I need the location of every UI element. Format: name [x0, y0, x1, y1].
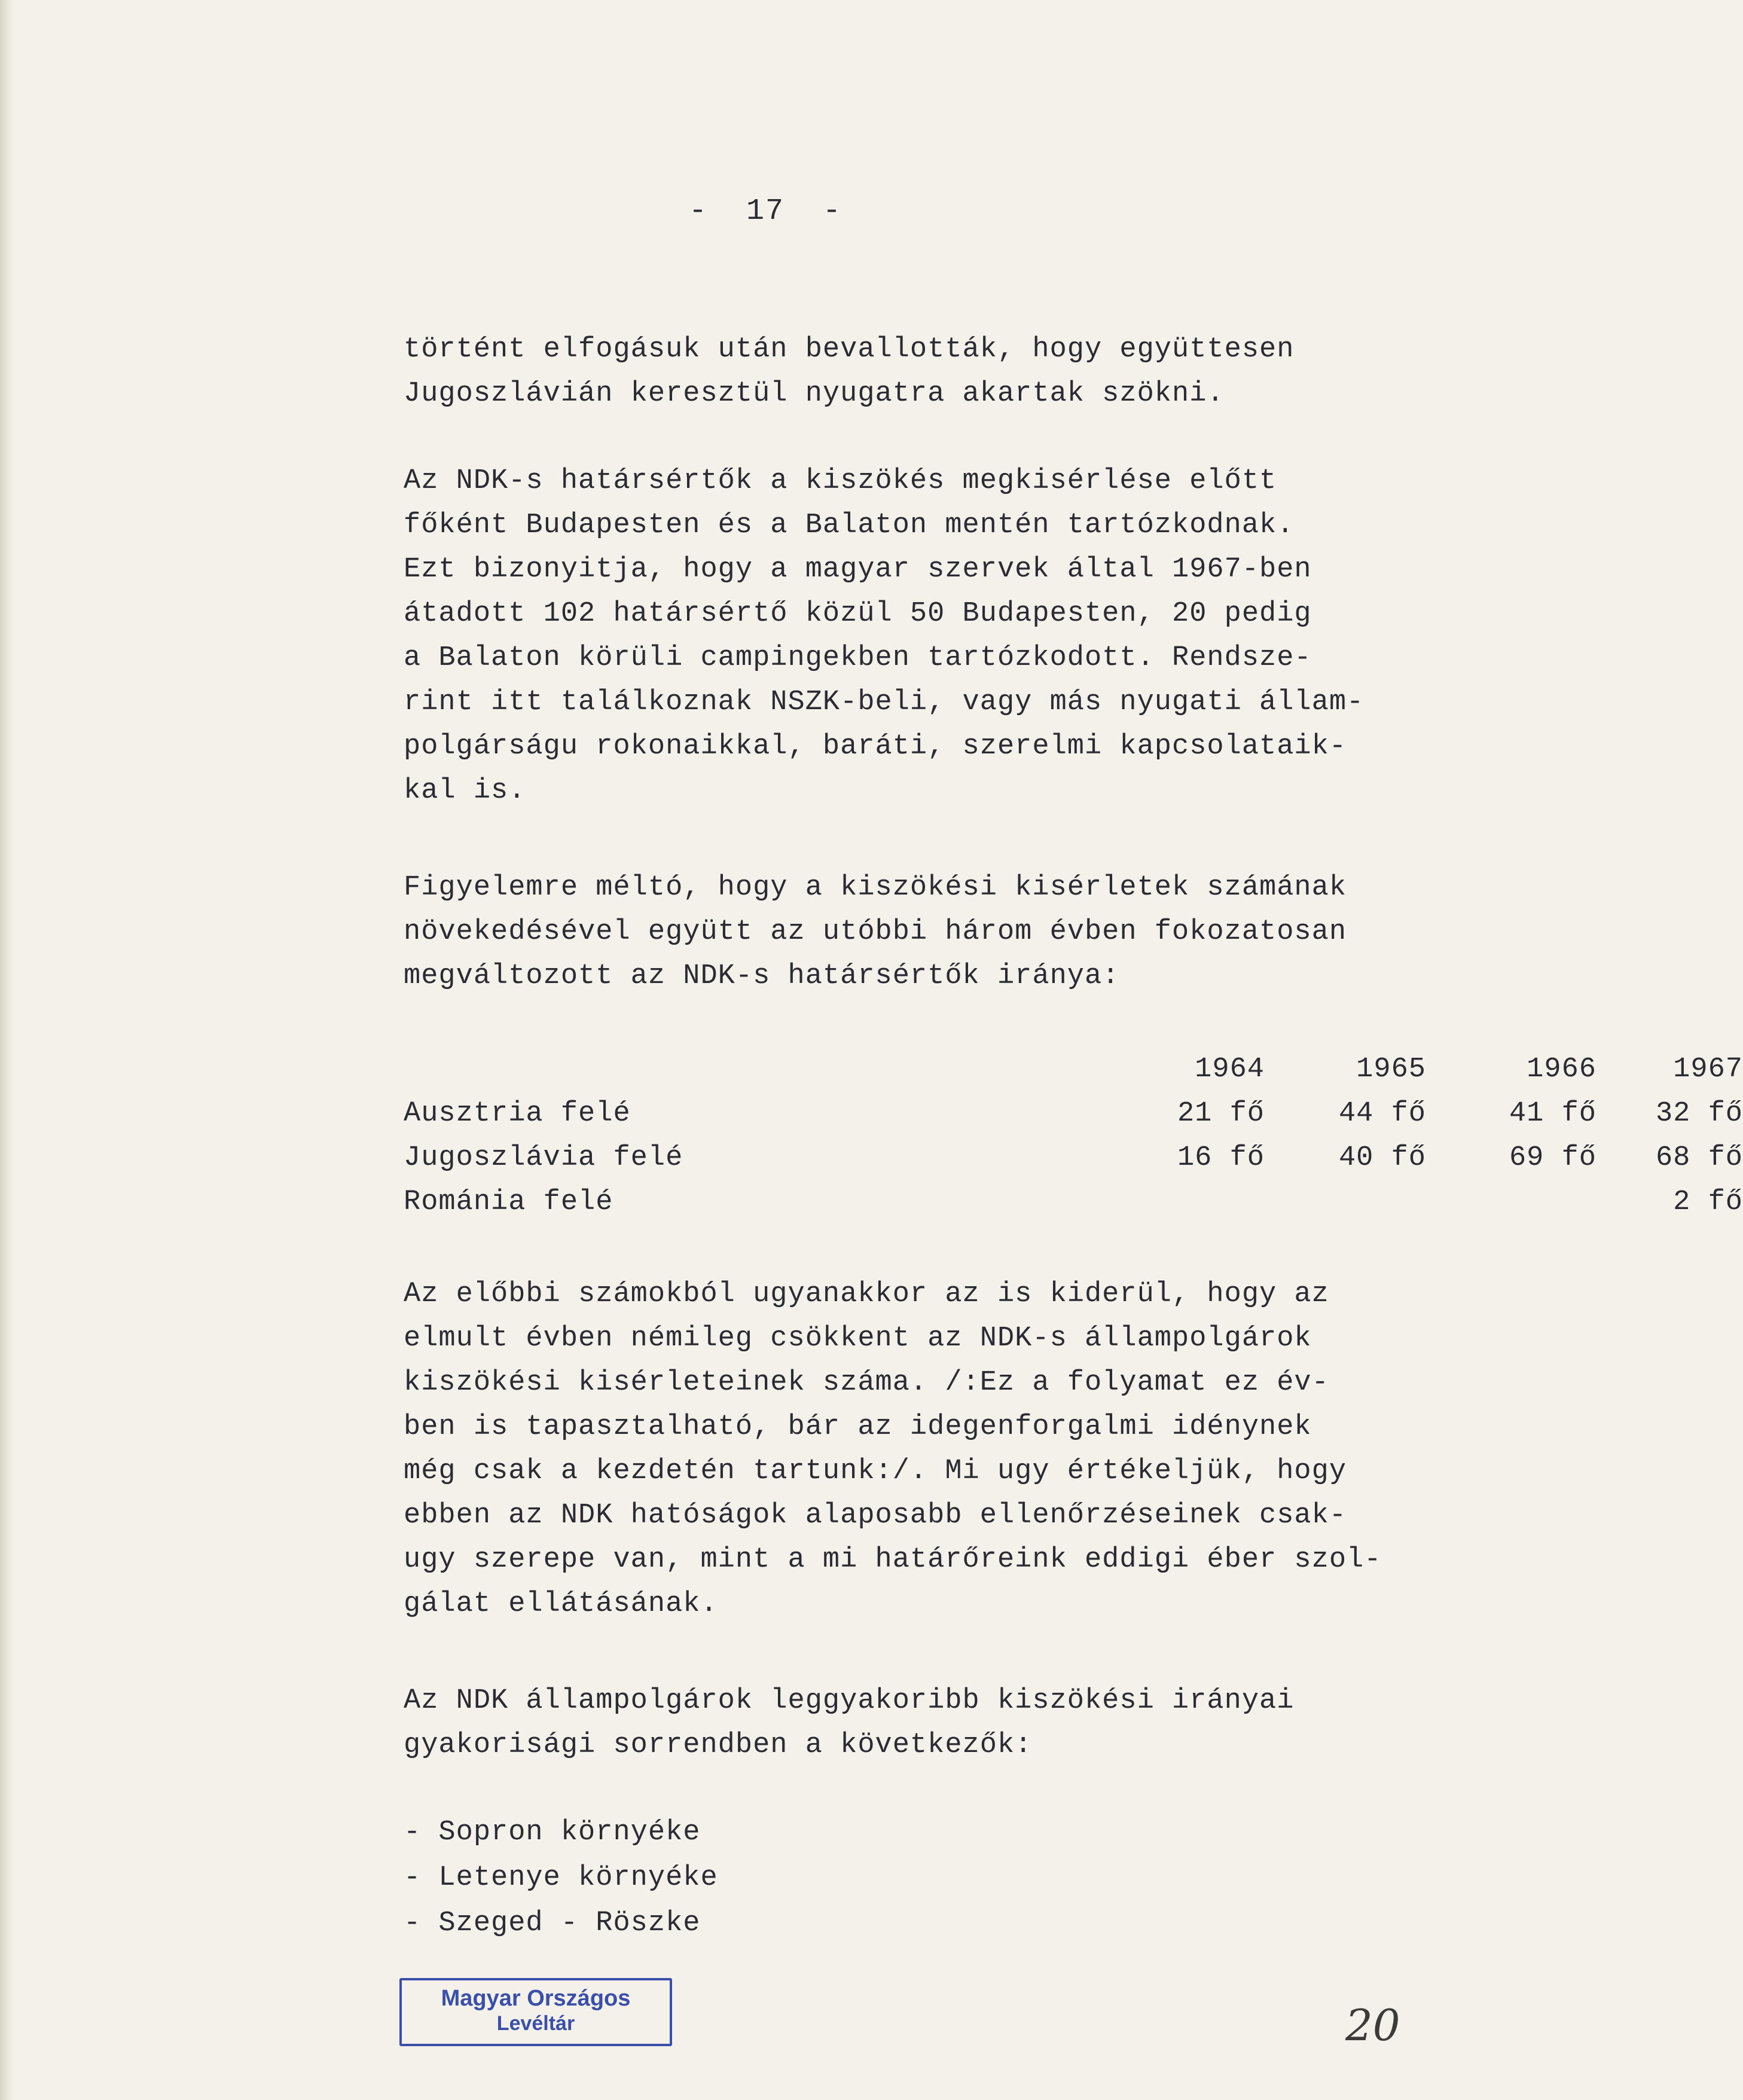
- list-item: - Szeged - Röszke: [404, 1907, 701, 1939]
- stamp-line-2: Levéltár: [496, 2012, 575, 2035]
- table-row: [404, 1092, 1743, 1136]
- paragraph-4: Az előbbi számokból ugyanakkor az is kiderül, hogy az elmult évben némileg csökkent az NDK-s állampolgárok kiszökési kisérleteinek száma. /:Ez a folyamat ez év- ben is tapasztalható, bár az idegenforgalmi idénynek még csak a kezdetén tartunk:/. Mi ugy értékeljük, hogy ebben az NDK hatóságok alaposabb ellenőrzéseinek csak- ugy szerepe van, mint a mi határőreink eddigi éber szol- gálat ellátásának.: [404, 1278, 1382, 1620]
- table-cell: 2 fő: [1673, 1186, 1743, 1218]
- year-header: 1967: [1673, 1054, 1743, 1085]
- table-header-row: [404, 1048, 1743, 1092]
- page-edge: [0, 0, 13, 2100]
- table-cell: 21 fő: [1177, 1098, 1265, 1130]
- statistics-table: [404, 1048, 1743, 1225]
- row-label: Jugoszlávia felé: [404, 1142, 683, 1174]
- paragraph-5: Az NDK állampolgárok leggyakoribb kiszökési irányai gyakorisági sorrendben a következők:: [404, 1685, 1295, 1761]
- table-cell: 16 fő: [1177, 1142, 1265, 1174]
- year-header: 1965: [1356, 1054, 1426, 1085]
- handwritten-page-number: 20: [1345, 2000, 1400, 2050]
- year-header: 1966: [1527, 1054, 1597, 1085]
- paragraph-3: Figyelemre méltó, hogy a kiszökési kisérletek számának növekedésével együtt az utóbbi három évben fokozatosan megváltozott az NDK-s határsértők iránya:: [404, 872, 1347, 992]
- row-label: Románia felé: [404, 1186, 613, 1218]
- archive-stamp: [399, 1978, 672, 2046]
- direction-list: [404, 1810, 718, 1946]
- table-row: [404, 1180, 1743, 1225]
- table-cell: 32 fő: [1655, 1098, 1743, 1130]
- table-cell: 40 fő: [1338, 1142, 1426, 1174]
- table-row: [404, 1136, 1743, 1180]
- table-cell: 69 fő: [1509, 1142, 1597, 1174]
- row-label: Ausztria felé: [404, 1098, 631, 1130]
- year-header: 1964: [1195, 1054, 1265, 1085]
- paragraph-1: történt elfogásuk után bevallották, hogy együttesen Jugoszlávián keresztül nyugatra akartak szökni.: [404, 334, 1295, 410]
- list-item: - Letenye környéke: [404, 1862, 718, 1894]
- list-item: - Sopron környéke: [404, 1817, 701, 1848]
- table-cell: 44 fő: [1338, 1098, 1426, 1130]
- table-cell: 68 fő: [1655, 1142, 1743, 1174]
- paragraph-2: Az NDK-s határsértők a kiszökés megkisérlése előtt főként Budapesten és a Balaton mentén tartózkodnak. Ezt bizonyitja, hogy a magyar szervek által 1967-ben átadott 102 határsértő közül 50 Budapesten, 20 pedig a Balaton körüli campingekben tartózkodott. Rendsze- rint itt találkoznak NSZK-beli, vagy más nyugati állam- polgárságu rokonaikkal, baráti, szerelmi kapcsolataik- kal is.: [404, 465, 1365, 807]
- table-cell: 41 fő: [1509, 1098, 1597, 1130]
- page-number: - 17 -: [688, 194, 842, 228]
- stamp-line-1: Magyar Országos: [441, 1986, 631, 2011]
